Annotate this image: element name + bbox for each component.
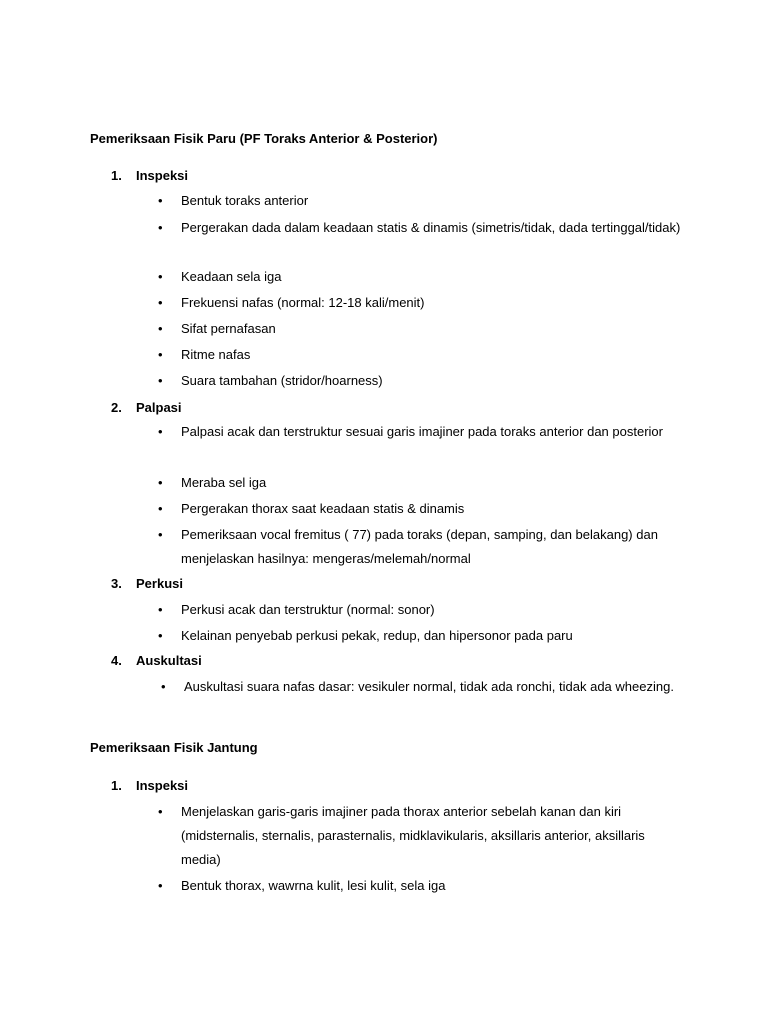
list-item-text: Pergerakan thorax saat keadaan statis & dinamis <box>181 501 465 516</box>
list-item <box>158 369 688 393</box>
bullet-icon: • <box>158 295 163 310</box>
list-item-text: Bentuk thorax, wawrna kulit, lesi kulit, sela iga <box>181 878 446 893</box>
list-item <box>161 675 691 699</box>
list-heading-label: Inspeksi <box>136 778 189 793</box>
list-item <box>158 471 688 495</box>
bullet-icon: • <box>158 527 163 542</box>
bullet-icon: • <box>158 804 163 819</box>
list-item <box>158 874 688 898</box>
list-item <box>158 317 688 341</box>
list-heading-label: Inspeksi <box>136 168 189 183</box>
list-item <box>158 800 688 872</box>
bullet-icon: • <box>158 321 163 336</box>
list-number: 4. <box>111 653 122 668</box>
list-number: 1. <box>111 168 122 183</box>
list-heading-label: Auskultasi <box>136 653 202 668</box>
list-heading-palpasi <box>111 399 182 417</box>
bullet-icon: • <box>158 501 163 516</box>
list-heading-inspeksi-jantung <box>111 777 188 795</box>
list-item <box>158 598 688 622</box>
bullet-icon: • <box>161 679 166 694</box>
bullet-icon: • <box>158 878 163 893</box>
list-heading-inspeksi-paru <box>111 167 188 185</box>
list-item-text: Bentuk toraks anterior <box>181 193 309 208</box>
bullet-icon: • <box>158 193 163 208</box>
list-item <box>158 291 688 315</box>
bullet-icon: • <box>158 220 163 235</box>
list-item-text: Kelainan penyebab perkusi pekak, redup, dan hipersonor pada paru <box>181 628 573 643</box>
list-item <box>158 265 688 289</box>
list-number: 1. <box>111 778 122 793</box>
list-item <box>158 216 688 240</box>
list-heading-auskultasi <box>111 652 202 670</box>
bullet-icon: • <box>158 373 163 388</box>
list-item-text: Sifat pernafasan <box>181 321 276 336</box>
bullet-icon: • <box>158 602 163 617</box>
bullet-icon: • <box>158 347 163 362</box>
list-item-text: Menjelaskan garis-garis imajiner pada thorax anterior sebelah kanan dan kiri (midsternalis, sternalis, parasternalis, midklavikularis, aksillaris anterior, aksillaris media) <box>181 804 645 867</box>
list-item-text: Suara tambahan (stridor/hoarness) <box>181 373 383 388</box>
bullet-icon: • <box>158 424 163 439</box>
list-item-text: Meraba sel iga <box>181 475 267 490</box>
bullet-icon: • <box>158 628 163 643</box>
section-title-jantung: Pemeriksaan Fisik Jantung <box>90 740 258 755</box>
list-item <box>158 624 688 648</box>
list-number: 2. <box>111 400 122 415</box>
list-item-text: Palpasi acak dan terstruktur sesuai garis imajiner pada toraks anterior dan posterior <box>181 424 663 439</box>
list-heading-label: Palpasi <box>136 400 182 415</box>
list-item <box>158 420 688 444</box>
list-number: 3. <box>111 576 122 591</box>
list-item <box>158 189 688 213</box>
list-item <box>158 343 688 367</box>
list-item-text: Frekuensi nafas (normal: 12-18 kali/menit) <box>181 295 425 310</box>
list-item-text: Keadaan sela iga <box>181 269 282 284</box>
bullet-icon: • <box>158 475 163 490</box>
bullet-icon: • <box>158 269 163 284</box>
list-item-text: Perkusi acak dan terstruktur (normal: sonor) <box>181 602 435 617</box>
list-item <box>158 497 688 521</box>
list-item-text: Pergerakan dada dalam keadaan statis & dinamis (simetris/tidak, dada tertinggal/tidak) <box>181 220 681 235</box>
list-heading-perkusi <box>111 575 183 593</box>
section-title-paru: Pemeriksaan Fisik Paru (PF Toraks Anterior & Posterior) <box>90 131 438 146</box>
list-heading-label: Perkusi <box>136 576 183 591</box>
list-item <box>158 523 688 571</box>
list-item-text: Auskultasi suara nafas dasar: vesikuler normal, tidak ada ronchi, tidak ada wheezing. <box>184 679 674 694</box>
list-item-text: Pemeriksaan vocal fremitus ( 77) pada toraks (depan, samping, dan belakang) dan menjelaskan hasilnya: mengeras/melemah/normal <box>181 527 658 566</box>
list-item-text: Ritme nafas <box>181 347 251 362</box>
